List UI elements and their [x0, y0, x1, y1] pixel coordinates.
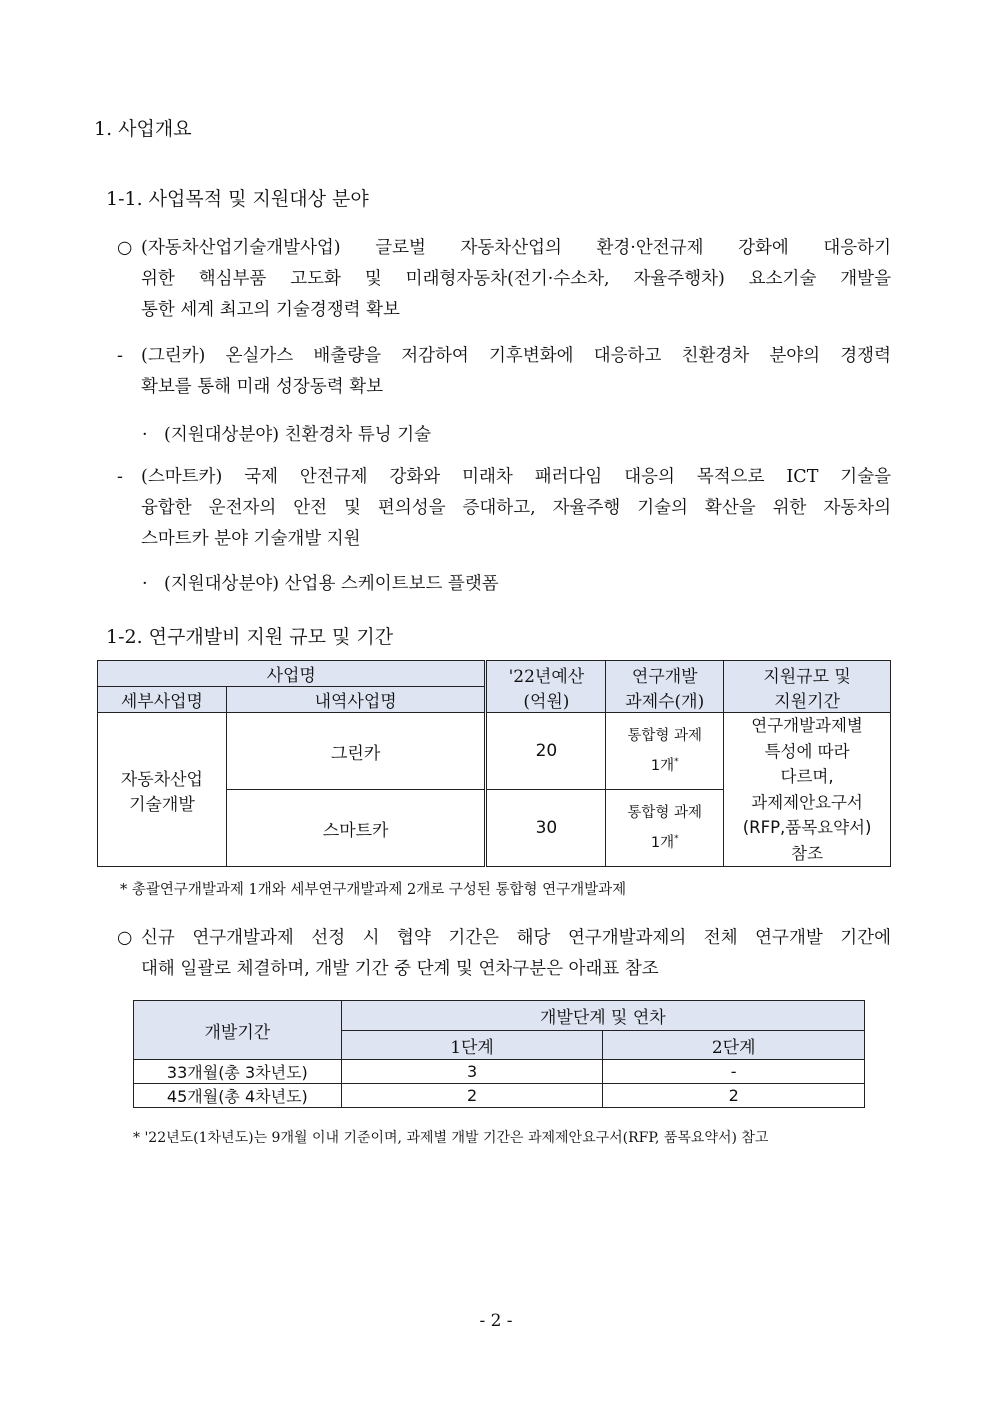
footnote-first-year: * '22년도(1차년도)는 9개월 이내 기준이며, 과제별 개발 기간은 과제제안요구서(RFP, 품목요약서) 참고 [133, 1130, 769, 1146]
paragraph-program-purpose: ○ (자동차산업기술개발사업) 글로벌 자동차산업의 환경·안전규제 강화에 대응하기 위한 핵심부품 고도화 및 미래형자동차(전기·수소차, 자율주행차) 요소기술 개발을 통한 세계 최고의 기술경쟁력 확보 [141, 233, 891, 326]
smartcar-support-area: · (지원대상분야) 산업용 스케이트보드 플랫폼 [164, 569, 764, 600]
circle-bullet-icon: ○ [117, 238, 133, 258]
sub-project-name: 자동차산업 기술개발 [98, 713, 227, 867]
header-stage-1: 1단계 [341, 1031, 603, 1060]
stage1-cell: 3 [341, 1060, 603, 1084]
header-detail-project: 내역사업명 [226, 687, 486, 713]
detail-project-name: 스마트카 [226, 790, 486, 867]
header-project-name: 사업명 [98, 661, 486, 687]
period-cell: 33개월(총 3차년도) [134, 1060, 342, 1084]
budget-table [97, 660, 891, 867]
paragraph-smartcar: - (스마트카) 국제 안전규제 강화와 미래차 패러다임 대응의 목적으로 ICT 기술을 융합한 운전자의 안전 및 편의성을 증대하고, 자율주행 기술의 확산을 위한 자동차의 스마트카 분야 기술개발 지원 [141, 462, 891, 555]
task-count: 통합형 과제 1개* [606, 713, 724, 790]
header-dev-period: 개발기간 [134, 1001, 342, 1060]
detail-project-name: 그린카 [226, 713, 486, 790]
subsection-heading-budget: 1-2. 연구개발비 지원 규모 및 기간 [106, 626, 394, 648]
task-count: 통합형 과제 1개* [606, 790, 724, 867]
development-period-table [133, 1000, 865, 1108]
period-cell: 45개월(총 4차년도) [134, 1084, 342, 1108]
subsection-heading-purpose: 1-1. 사업목적 및 지원대상 분야 [106, 188, 369, 210]
header-sub-project: 세부사업명 [98, 687, 227, 713]
budget-value: 30 [486, 790, 606, 867]
section-heading-overview: 1. 사업개요 [94, 118, 192, 140]
header-budget: '22년예산 (억원) [486, 661, 606, 713]
stage2-cell: - [603, 1060, 865, 1084]
budget-value: 20 [486, 713, 606, 790]
dot-bullet-icon: · [142, 425, 148, 445]
dot-bullet-icon: · [142, 574, 148, 594]
header-stage-2: 2단계 [603, 1031, 865, 1060]
table-row [134, 1060, 865, 1084]
header-dev-stage: 개발단계 및 연차 [341, 1001, 864, 1031]
paragraph-period: ○ 신규 연구개발과제 선정 시 협약 기간은 해당 연구개발과제의 전체 연구개발 기간에 대해 일괄로 체결하며, 개발 기간 중 단계 및 연차구분은 아래표 참조 [141, 923, 891, 985]
dash-bullet-icon: - [117, 346, 123, 366]
greencar-support-area: · (지원대상분야) 친환경차 튜닝 기술 [164, 420, 764, 451]
table-row [134, 1084, 865, 1108]
table-row [98, 713, 891, 790]
circle-bullet-icon: ○ [117, 928, 133, 948]
stage2-cell: 2 [603, 1084, 865, 1108]
stage1-cell: 2 [341, 1084, 603, 1108]
page-number: - 2 - [479, 1311, 513, 1331]
dash-bullet-icon: - [117, 467, 123, 487]
support-scale-text: 연구개발과제별 특성에 따라 다르며, 과제제안요구서 (RFP,품목요약서) 참조 [724, 713, 891, 867]
paragraph-greencar: - (그린카) 온실가스 배출량을 저감하여 기후변화에 대응하고 친환경차 분야의 경쟁력 확보를 통해 미래 성장동력 확보 [141, 341, 891, 403]
header-support-scale: 지원규모 및 지원기간 [724, 661, 891, 713]
header-task-count: 연구개발 과제수(개) [606, 661, 724, 713]
footnote-integrated-task: * 총괄연구개발과제 1개와 세부연구개발과제 2개로 구성된 통합형 연구개발과제 [120, 882, 627, 898]
